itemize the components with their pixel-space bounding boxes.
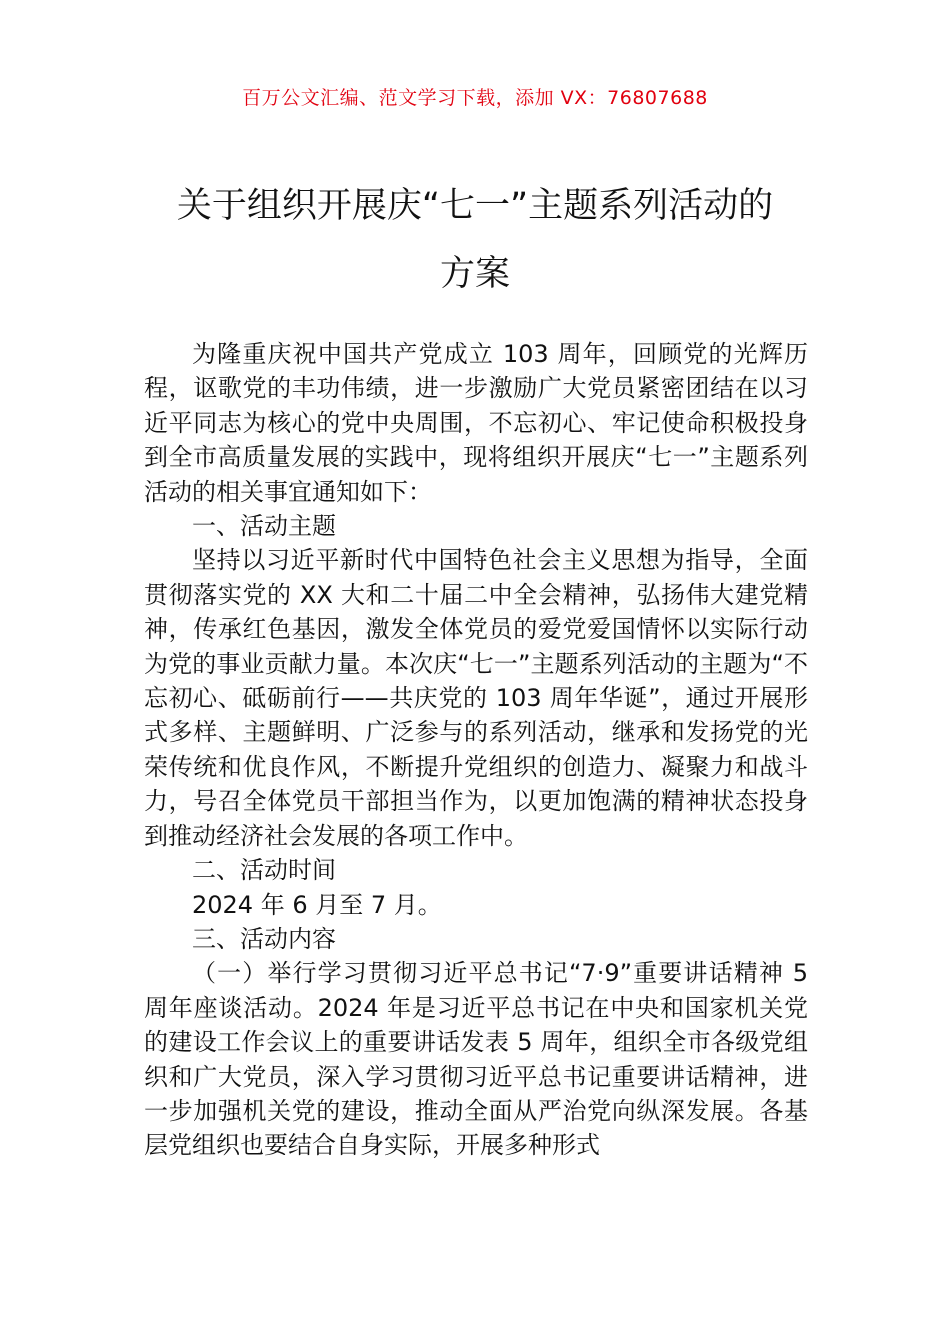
title-line-1: 关于组织开展庆“七一”主题系列活动的 [176,186,774,226]
header-note: 百万公文汇编、范文学习下载，添加 VX：76807688 [242,87,708,109]
paragraph-time: 2024 年 6 月至 7 月。 [192,890,442,919]
section-heading-time: 二、活动时间 [192,856,336,885]
section-heading-content: 三、活动内容 [192,924,336,953]
section-heading-theme: 一、活动主题 [192,512,336,541]
paragraph-theme: 坚持以习近平新时代中国特色社会主义思想为指导，全面贯彻落实党的 XX 大和二十届二中全会精神，弘扬伟大建党精神，传承红色基因，激发全体党员的爱党爱国情怀以实际行动为党的事业贡献力量。本次庆“七一”主题系列活动的主题为“不忘初心、砥砺前行——共庆党的 103 周年华诞”，通过开展形式多样、主题鲜明、广泛参与的系列活动，继承和发扬党的光荣传统和优良作风，不断提升党组织的创造力、凝聚力和战斗力，号召全体党员干部担当作为，以更加饱满的精神状态投身到推动经济社会发展的各项工作中。 [144,546,808,850]
title-line-2: 方案 [439,254,510,294]
paragraph-content-1: （一）举行学习贯彻习近平总书记“7·9”重要讲话精神 5 周年座谈活动。2024 年是习近平总书记在中央和国家机关党的建设工作会议上的重要讲话发表 5 周年，组织全市各级党组织和广大党员，深入学习贯彻习近平总书记重要讲话精神，进一步加强机关党的建设，推动全面从严治党向纵深发展。各基层党组织也要结合自身实际，开展多种形式 [144,959,808,1160]
paragraph-intro: 为隆重庆祝中国共产党成立 103 周年，回顾党的光辉历程，讴歌党的丰功伟绩，进一步激励广大党员紧密团结在以习近平同志为核心的党中央周围，不忘初心、牢记使命积极投身到全市高质量发展的实践中，现将组织开展庆“七一”主题系列活动的相关事宜通知如下： [144,340,808,506]
document-title [140,172,810,308]
document-body [144,337,808,1163]
